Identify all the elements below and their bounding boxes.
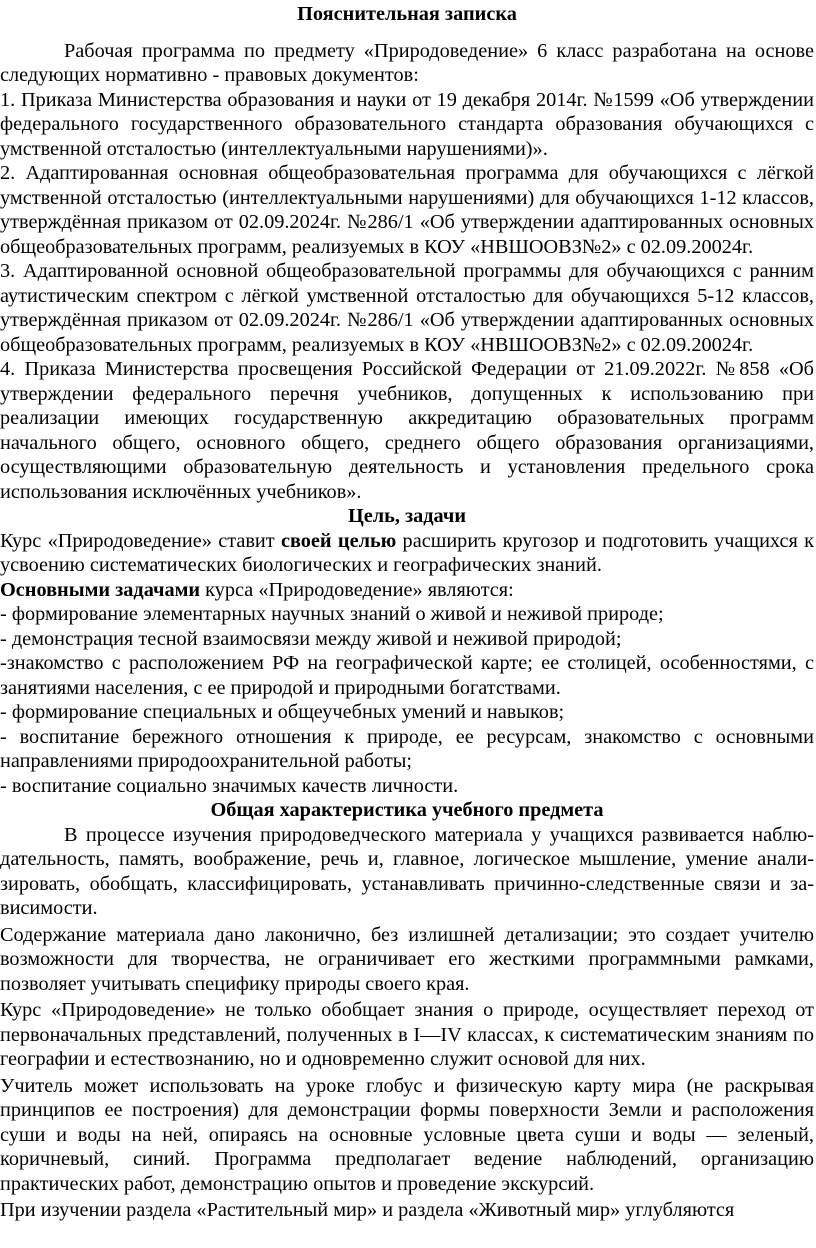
document-item-4: 4. Приказа Министерства просвещения Российской Федерации от 21.09.2022г. №858 «Об утверждении федерального перечня учебников, допущенных к использованию при реализации имеющих государственную аккредитацию образовательных программ начального общего, основного общего, среднего общего образования организациями, осуществляющими образовательную деятельность и установления предельного срока использования исключённых учебников».: [0, 358, 814, 503]
characteristics-paragraph-2: Содержание материала дано лаконично, без излишней детализации; это создает учителю возможности для творчества, не ограничивает его жесткими программными рамками, позволяет учитывать специфику природы своего края.: [0, 923, 814, 995]
goals-heading: Цель, задачи: [347, 505, 467, 527]
document-item-2: 2. Адаптированная основная общеобразовательная программа для обучающихся с лёгкой умственной отсталостью (интеллектуальными нарушениями) для обучающихся 1-12 классов, утверждённая приказом от 02.09.2024г. №286/1 «Об утверждении адаптированных основных общеобразовательных программ, реализуемых в КОУ «НВШООВЗ№2» с 02.09.20024г.: [0, 162, 814, 258]
goal-paragraph: [0, 529, 814, 578]
task-item-3: -знакомство с расположением РФ на географической карте; ее столицей, особенностями, с занятиями населения, с ее природой и природными богатствами.: [0, 652, 814, 699]
characteristics-paragraph-3: Курс «Природоведение» не только обобщает знания о природе, осуществляет переход от первоначальных представлений, полученных в I—IV классах, к систематическим знаниям по географии и естествознанию, но и одновременно служит основой для них.: [0, 999, 814, 1070]
characteristics-paragraph-4: Учитель может использовать на уроке глобус и физическую карту мира (не раскрывая принципов ее построения) для демонстрации формы поверхности Земли и расположения суши и воды на ней, опираясь на основные условные цвета суши и воды — зеленый, коричневый, синий. Программа предполагает ведение наблюдений, организацию практических работ, демонстрацию опытов и проведение экскурсий.: [0, 1074, 814, 1195]
goal-text-end: расширить кругозор и подготовить учащихся к усвоению систематических биологических и географических знаний.: [0, 529, 814, 576]
task-item-4: - формирование специальных и общеучебных умений и навыков;: [0, 701, 565, 723]
goal-text-start: Курс «Природоведение» ставит: [0, 529, 281, 552]
task-item-5: - воспитание бережного отношения к природе, ее ресурсам, знакомство с основными направлениями природоохранительной работы;: [0, 725, 814, 772]
tasks-intro-text: курса «Природоведение» являются:: [200, 578, 514, 601]
goal-text-bold: своей целью: [280, 529, 397, 552]
page-title: Пояснительная записка: [297, 3, 517, 25]
tasks-bold: Основными задачами: [0, 578, 201, 601]
task-item-2: - демонстрация тесной взаимосвязи между живой и неживой природой;: [0, 627, 622, 650]
intro-paragraph: Рабочая программа по предмету «Природоведение» 6 класс разработана на основе следующих нормативно - правовых документов:: [0, 39, 814, 86]
document-page: [0, 2, 816, 1248]
characteristics-paragraph-1: В процессе изучения природоведческого материала у учащихся развивается наблю-дательность, память, воображение, речь и, главное, логическое мышление, умение анали-зировать, обобщать, классифицировать, устанавливать причинно-следственные связи и за-висимости.: [0, 823, 814, 919]
document-item-1: 1. Приказа Министерства образования и науки от 19 декабря 2014г. №1599 «Об утверждении федерального государственного образовательного стандарта образования обучающихся с умственной отсталостью (интеллектуальными нарушениями)».: [0, 88, 814, 160]
characteristics-heading: Общая характеристика учебного предмета: [210, 799, 604, 821]
task-item-6: - воспитание социально значимых качеств личности.: [0, 774, 459, 797]
tasks-intro: [0, 578, 814, 603]
characteristics-paragraph-5: При изучении раздела «Растительный мир» и раздела «Животный мир» углубляются: [0, 1199, 735, 1221]
task-item-1: - формирование элементарных научных знаний о живой и неживой природе;: [0, 603, 664, 625]
document-item-3: 3. Адаптированной основной общеобразовательной программы для обучающихся с ранним аутистическим спектром с лёгкой умственной отсталостью для обучающихся 5-12 классов, утверждённая приказом от 02.09.2024г. №286/1 «Об утверждении адаптированных основных общеобразовательных программ, реализуемых в КОУ «НВШООВЗ№2» с 02.09.20024г.: [0, 260, 814, 356]
